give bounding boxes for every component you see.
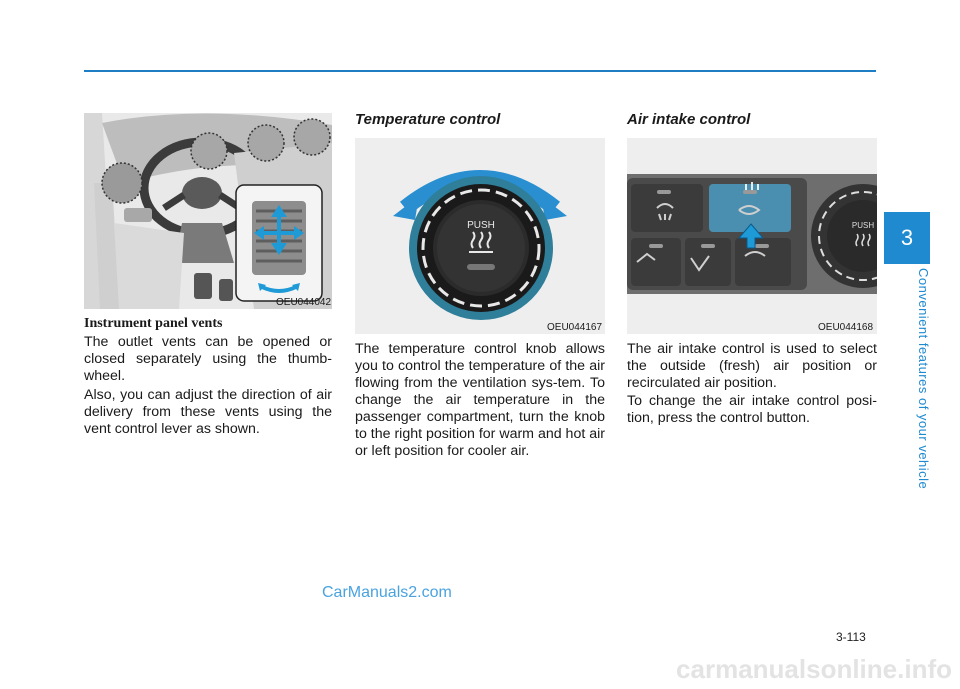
intake-panel-illustration: [627, 138, 877, 334]
header-rule: [84, 70, 876, 72]
temperature-figure: [355, 138, 605, 334]
intake-figure-code: OEU044168: [818, 322, 874, 333]
dashboard-illustration: [84, 113, 332, 309]
page-number: 3-113: [836, 630, 866, 644]
temperature-paragraph: The temperature control knob allows you to control the temperature of the air flowing from the ventilation sys-tem. To change the air temperature in the passenger compartment, turn the knob to the right position for warm and hot air or left position for cooler air.: [355, 341, 605, 459]
chapter-title: Convenient features of your vehicle: [916, 268, 931, 490]
watermark-carmanualsonline[interactable]: carmanualsonline.info: [676, 654, 952, 684]
vents-paragraph-2: Also, you can adjust the direction of air delivery from these vents using the vent control lever as shown.: [84, 387, 332, 437]
vents-heading: Instrument panel vents: [84, 316, 223, 331]
intake-paragraph-2: To change the air intake control posi-tion, press the control button.: [627, 393, 877, 426]
temperature-heading: Temperature control: [355, 111, 501, 128]
temperature-knob-illustration: [355, 138, 605, 334]
intake-heading: Air intake control: [627, 111, 751, 128]
vents-figure-code: OEU044042: [276, 297, 332, 308]
intake-knob-label: PUSH: [851, 221, 875, 230]
temperature-knob-label: PUSH: [467, 220, 495, 231]
chapter-tab: [884, 212, 930, 264]
vents-paragraph-1: The outlet vents can be opened or closed separately using the thumb-wheel.: [84, 334, 332, 384]
intake-figure: [627, 138, 877, 334]
watermark-carmanuals2[interactable]: CarManuals2.com: [322, 584, 452, 601]
temperature-figure-code: OEU044167: [547, 322, 603, 333]
chapter-number: 3: [900, 225, 914, 250]
vents-figure: [84, 113, 332, 309]
intake-paragraph-1: The air intake control is used to select the outside (fresh) air position or recirculated air position.: [627, 341, 877, 391]
